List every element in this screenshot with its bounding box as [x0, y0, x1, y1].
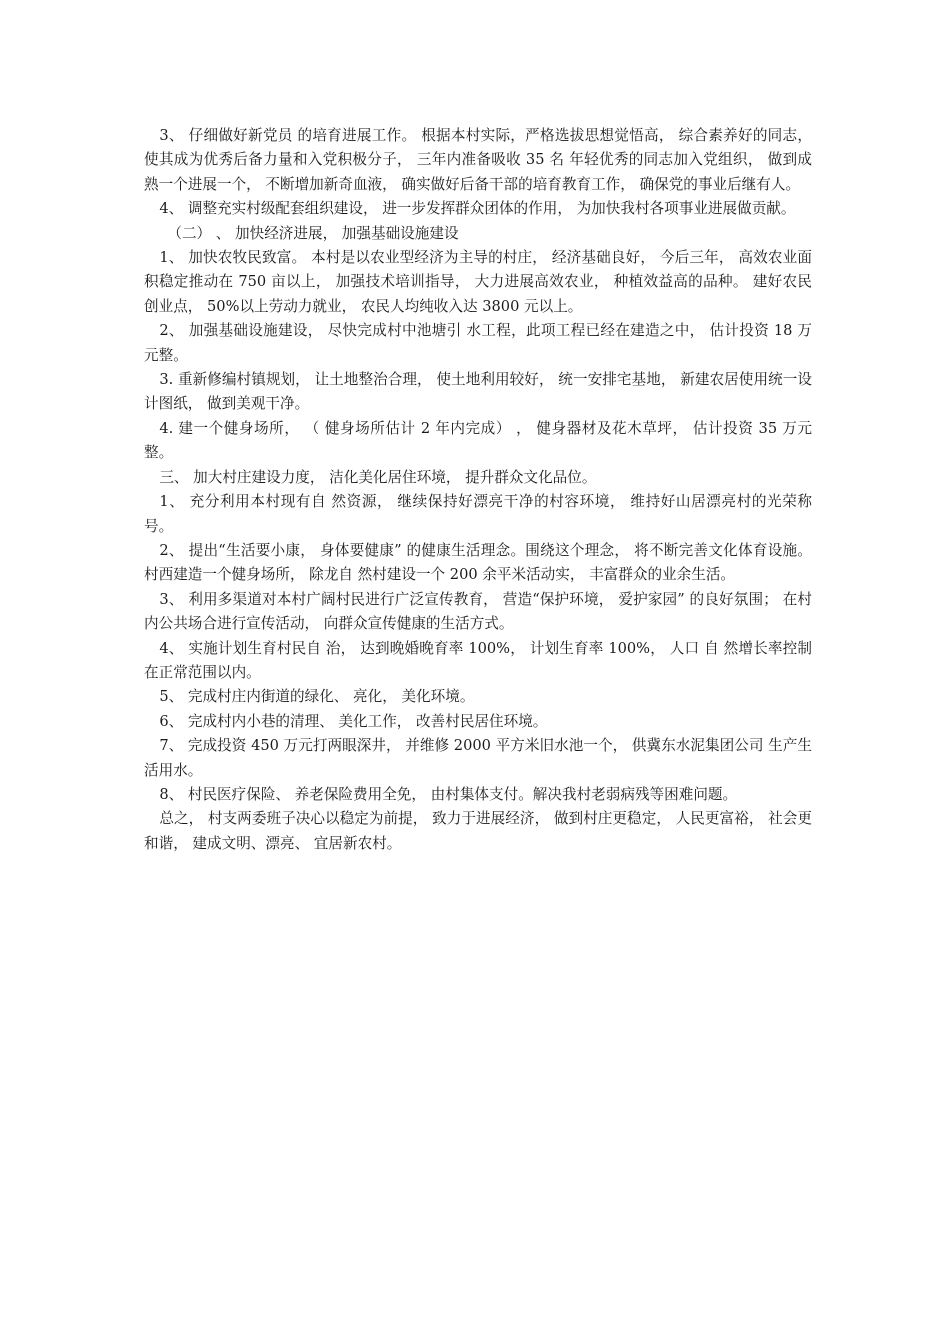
paragraph-village-planning: 3. 重新修编村镇规划， 让土地整治合理， 使土地利用较好， 统一安排宅基地， 新建农居使用统一设计图纸， 做到美观干净。	[144, 371, 812, 413]
paragraph-healthy-living: 2、 提出“生活要小康， 身体要健康” 的健康生活理念。围绕这个理念， 将不断完善文化体育设施。 村西建造一个健身场所， 除龙自 然村建设一个 200 余平米活动实， 丰富群众的业余生活。	[144, 541, 812, 584]
section-heading-economy: （二） 、 加快经济进展， 加强基础设施建设	[167, 224, 459, 242]
paragraph-conclusion: 总之， 村支两委班子决心以稳定为前提， 致力于进展经济， 做到村庄更稳定， 人民更富裕， 社会更和谐， 建成文明、漂亮、 宜居新农村。	[144, 810, 812, 852]
paragraph-natural-resources: 1、 充分利用本村现有自 然资源， 继续保持好漂亮干净的村容环境， 维持好山居漂亮村的光荣称号。	[144, 493, 812, 535]
paragraph-organization-building: 4、 调整充实村级配套组织建设， 进一步发挥群众团体的作用， 为加快我村各项事业进展做贡献。	[159, 200, 796, 218]
paragraph-insurance: 8、 村民医疗保险、 养老保险费用全免， 由村集体支付。解决我村老弱病残等困难问题。	[159, 785, 738, 803]
paragraph-farmers-prosperity: 1、 加快农牧民致富。 本村是以农业型经济为主导的村庄， 经济基础良好， 今后三年， 高效农业面积稳定推动在 750 亩以上， 加强技术培训指导， 大力进展高效农业， 种植效益高的品种。 建好农民创业点， 50%以上劳动力就业， 农民人均纯收入达 3800 元以上。	[144, 249, 812, 315]
paragraph-infrastructure: 2、 加强基础设施建设， 尽快完成村中池塘引 水工程，此项工程已经在建造之中， 估计投资 18 万元整。	[144, 322, 812, 364]
paragraph-party-member-training: 3、 仔细做好新党员 的培育进展工作。 根据本村实际，严格选拔思想觉悟高， 综合素养好的同志， 使其成为优秀后备力量和入党积极分子， 三年内准备吸收 35 名 年轻优秀的同志加入党组织， 做到成熟一个进展一个， 不断增加新奇血液， 确实做好后备干部的培育教育工作， 确保党的事业后继有人。	[144, 127, 812, 193]
section-heading-village-construction: 三、 加大村庄建设力度， 洁化美化居住环境， 提升群众文化品位。	[159, 468, 597, 486]
paragraph-publicity: 3、 利用多渠道对本村广阔村民进行广泛宣传教育， 营造“保护环境， 爱护家园” 的良好氛围； 在村内公共场合进行宣传活动， 向群众宣传健康的生活方式。	[144, 590, 812, 633]
paragraph-family-planning: 4、 实施计划生育村民自 治， 达到晚婚晚育率 100%， 计划生育率 100%， 人口 自 然增长率控制在正常范围以内。	[144, 639, 812, 681]
paragraph-street-greening: 5、 完成村庄内街道的绿化、 亮化， 美化环境。	[159, 688, 475, 706]
paragraph-alley-cleanup: 6、 完成村内小巷的清理、 美化工作， 改善村民居住环境。	[159, 712, 548, 730]
paragraph-deep-wells: 7、 完成投资 450 万元打两眼深井， 并维修 2000 平方米旧水池一个， 供冀东水泥集团公司 生产生活用水。	[144, 737, 812, 779]
document-page	[144, 124, 812, 856]
paragraph-fitness-venue: 4. 建一个健身场所， （ 健身场所估计 2 年内完成） ， 健身器材及花木草坪， 估计投资 35 万元整。	[144, 419, 812, 462]
